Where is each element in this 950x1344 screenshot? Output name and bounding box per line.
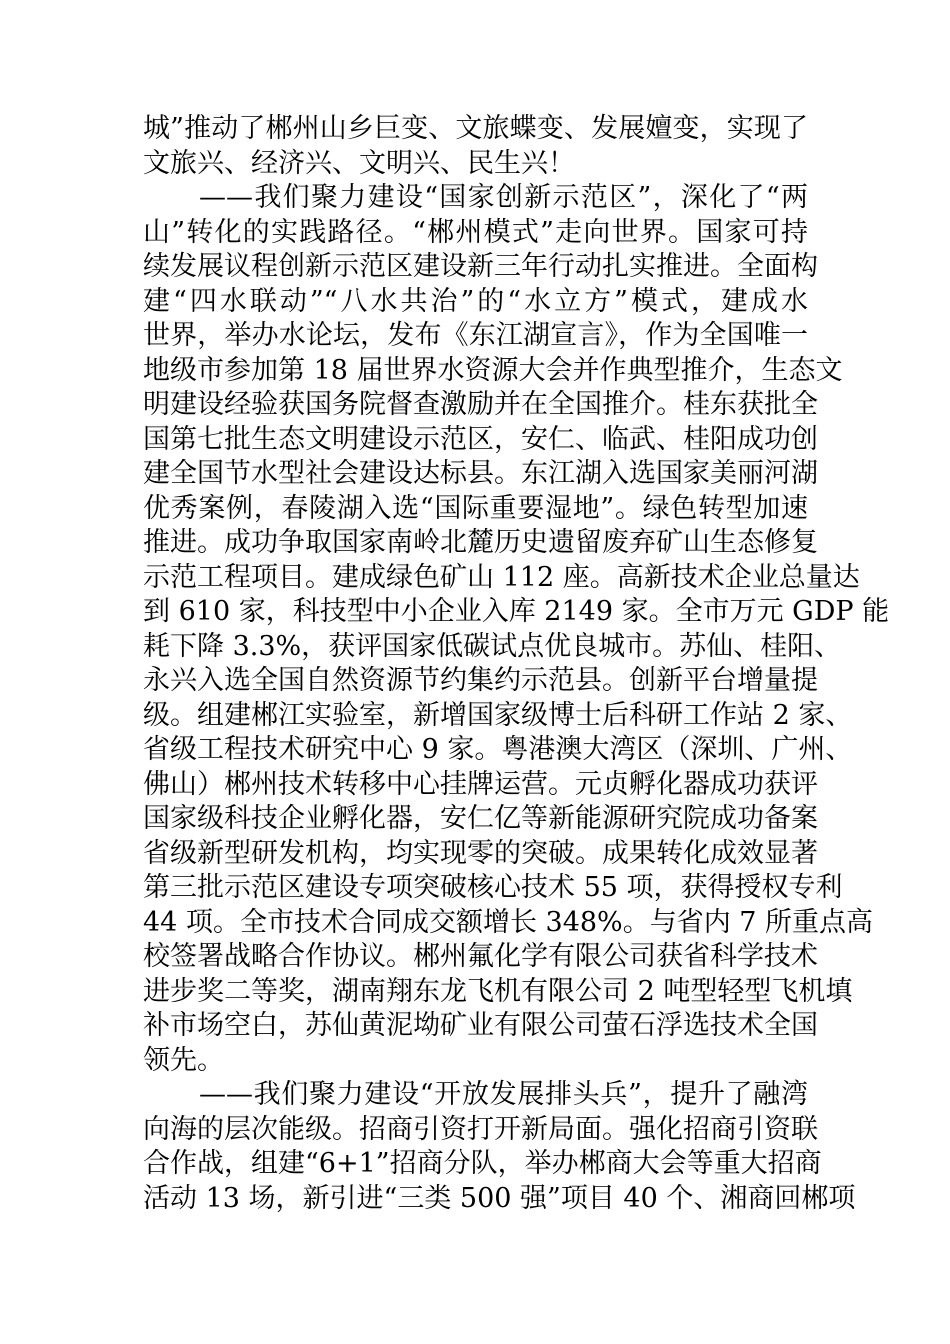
document-body xyxy=(143,112,890,1216)
text-line: 活动 13 场，新引进“三类 500 强”项目 40 个、湘商回郴项 xyxy=(143,1182,856,1214)
text-line: 明建设经验获国务院督查激励并在全国推介。桂东获批全 xyxy=(143,389,818,420)
text-line: 地级市参加第 18 届世界水资源大会并作典型推介，生态文 xyxy=(143,354,843,386)
text-line: 补市场空白，苏仙黄泥坳矿业有限公司萤石浮选技术全国 xyxy=(143,1010,818,1041)
text-line: 到 610 家，科技型中小企业入库 2149 家。全市万元 GDP 能 xyxy=(143,596,890,627)
text-line: 领先。 xyxy=(143,1044,224,1076)
text-line: 推进。成功争取国家南岭北麓历史遗留废弃矿山生态修复 xyxy=(143,527,818,558)
text-line: 国家级科技企业孵化器，安仁亿等新能源研究院成功备案 xyxy=(143,803,818,834)
text-line: 第三批示范区建设专项突破核心技术 55 项，获得授权专利 xyxy=(143,872,843,903)
text-line: 进步奖二等奖，湖南翔东龙飞机有限公司 2 吨型轻型飞机填 xyxy=(143,975,853,1007)
text-line: ——我们聚力建设“开放发展排头兵”，提升了融湾 xyxy=(199,1079,808,1110)
text-line: 省级工程技术研究中心 9 家。粤港澳大湾区（深圳、广州、 xyxy=(143,734,853,765)
text-line: 永兴入选全国自然资源节约集约示范县。创新平台增量提 xyxy=(143,665,818,696)
text-line: 城”推动了郴州山乡巨变、文旅蝶变、发展嬗变，实现了 xyxy=(143,113,808,144)
text-line: 建全国节水型社会建设达标县。东江湖入选国家美丽河湖 xyxy=(143,458,818,489)
text-line: 续发展议程创新示范区建设新三年行动扎实推进。全面构 xyxy=(143,251,818,282)
text-line: 示范工程项目。建成绿色矿山 112 座。高新技术企业总量达 xyxy=(143,561,860,593)
text-line: 山”转化的实践路径。“郴州模式”走向世界。国家可持 xyxy=(143,216,808,248)
text-line: 省级新型研发机构，均实现零的突破。成果转化成效显著 xyxy=(143,837,818,869)
text-line: 级。组建郴江实验室，新增国家级博士后科研工作站 2 家、 xyxy=(143,699,853,731)
text-line: 世界，举办水论坛，发布《东江湖宣言》，作为全国唯一 xyxy=(143,320,808,351)
text-line: 校签署战略合作协议。郴州氟化学有限公司获省科学技术 xyxy=(143,941,818,972)
text-line: ——我们聚力建设“国家创新示范区”，深化了“两 xyxy=(199,182,808,213)
text-line: 建“四水联动”“八水共治”的“水立方”模式，建成水 xyxy=(143,285,808,317)
text-line: 文旅兴、经济兴、文明兴、民生兴！ xyxy=(143,147,575,179)
text-line: 佛山）郴州技术转移中心挂牌运营。元贞孵化器成功获评 xyxy=(143,768,818,800)
text-line: 44 项。全市技术合同成交额增长 348%。与省内 7 所重点高 xyxy=(143,906,874,938)
text-line: 合作战，组建“6+1”招商分队，举办郴商大会等重大招商 xyxy=(143,1148,822,1179)
text-line: 向海的层次能级。招商引资打开新局面。强化招商引资联 xyxy=(143,1113,818,1145)
text-line: 耗下降 3.3%，获评国家低碳试点优良城市。苏仙、桂阳、 xyxy=(143,630,842,662)
text-line: 优秀案例，春陵湖入选“国际重要湿地”。绿色转型加速 xyxy=(143,492,808,524)
text-line: 国第七批生态文明建设示范区，安仁、临武、桂阳成功创 xyxy=(143,423,818,455)
